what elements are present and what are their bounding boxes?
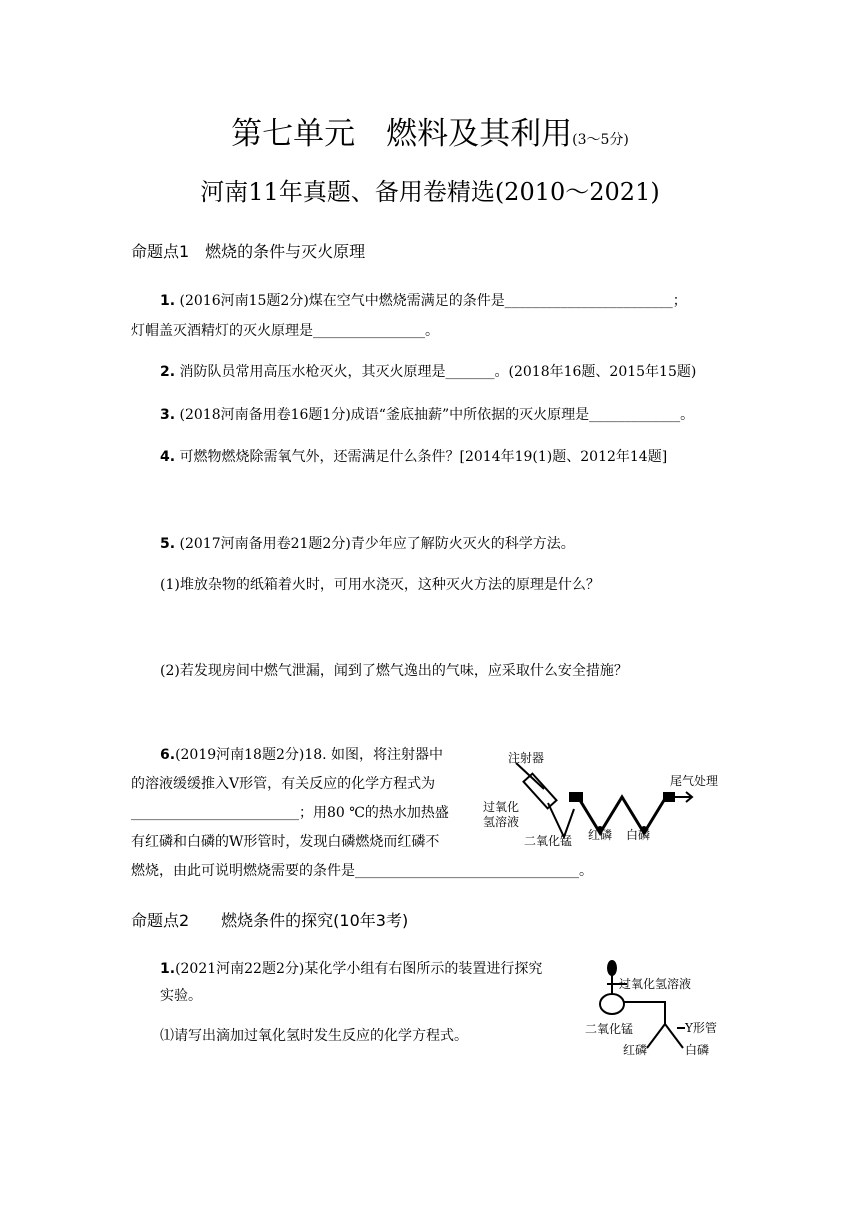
dropper-bulb [608,961,616,975]
q6-line2: 的溶液缓缓推入V形管，有关反应的化学方程式为 [131,776,436,792]
unit-score-note: (3～5分) [572,132,629,148]
q5-number: 5. [160,536,176,552]
q2-text: 消防队员常用高压水枪灭火，其灭火原理是_______。(2018年16题、2015年15题) [179,364,697,380]
q4-text: 可燃物燃烧除需氧气外，还需满足什么条件？[2014年19(1)题、2012年14题] [179,449,668,465]
h2o2-label-1: 过氧化 [483,800,520,814]
connecting-tube [624,1002,665,1024]
q2 [160,361,696,381]
s2-q1-text-line1: (2021河南22题2分)某化学小组有右图所示的装置进行探究 [175,961,543,977]
q1-line2: 灯帽盖灭酒精灯的灭火原理是________________。 [131,323,439,339]
q5-intro-text: (2017河南备用卷21题2分)青少年应了解防火灭火的科学方法。 [179,536,575,552]
q6-line4: 有红磷和白磷的W形管时，发现白磷燃烧而红磷不 [131,834,440,850]
s2-q1-part1: ⑴请写出滴加过氧化氢时发生反应的化学方程式。 [160,1028,468,1044]
syringe-label: 注射器 [508,751,545,765]
red-phosphorus-label: 红磷 [588,828,613,842]
unit-subtitle: 河南11年真题、备用卷精选(2010～2021) [200,178,660,206]
y-tube-apparatus-figure [585,958,735,1058]
q6-number: 6. [160,747,176,763]
ytube-label: Y形管 [685,1021,717,1035]
q4 [160,446,667,466]
s2-q1-number: 1. [160,961,176,977]
h2o2-solution-label: 过氧化氢溶液 [619,977,692,991]
q3-number: 3. [160,407,176,423]
q3 [160,404,694,424]
white-phosphorus-label: 白磷 [626,828,651,842]
unit-title [0,108,860,153]
v-tube [548,803,574,837]
connector-1 [570,793,582,801]
q5-part2: (2)若发现房间中燃气泄漏，闻到了燃气逸出的气味，应采取什么安全措施？ [160,663,628,679]
s2-q1-line1 [160,958,542,978]
connector-2 [664,793,674,801]
q5-intro [160,533,575,553]
q6-line3: ________________________；用80 ℃的热水加热盛 [131,805,449,821]
w-tube-apparatus-figure [478,745,728,850]
y-tube-left [647,1024,665,1048]
syringe-barrel [523,774,556,809]
h2o2-label-2: 氢溶液 [483,815,520,829]
q6-text-line1: (2019河南18题2分)18. 如图，将注射器中 [175,747,444,763]
q2-number: 2. [160,364,176,380]
white-phosphorus-label-2: 白磷 [685,1043,710,1057]
flask [600,994,624,1014]
mno2-label: 二氧化锰 [524,834,573,848]
section1-heading: 命题点1 燃烧的条件与灭火原理 [131,242,366,261]
q6-line5: 燃烧，由此可说明燃烧需要的条件是________________________________。 [131,863,593,879]
q1-text-line1: (2016河南15题2分)煤在空气中燃烧需满足的条件是________________________； [179,293,687,309]
q6-line1 [160,744,443,764]
q1-line1 [160,290,687,310]
q1-number: 1. [160,293,176,309]
q4-number: 4. [160,449,176,465]
q3-text: (2018河南备用卷16题1分)成语“釜底抽薪”中所依据的灭火原理是_____________。 [179,407,695,423]
section2-heading: 命题点2 燃烧条件的探究(10年3考) [131,911,409,930]
unit-title-text: 第七单元 燃料及其利用 [231,116,573,152]
mno2-label-2: 二氧化锰 [585,1022,634,1036]
exhaust-label: 尾气处理 [670,774,719,788]
red-phosphorus-label-2: 红磷 [623,1043,648,1057]
s2-q1-line2: 实验。 [160,988,202,1004]
q5-part1: (1)堆放杂物的纸箱着火时，可用水浇灭，这种灭火方法的原理是什么？ [160,577,600,593]
